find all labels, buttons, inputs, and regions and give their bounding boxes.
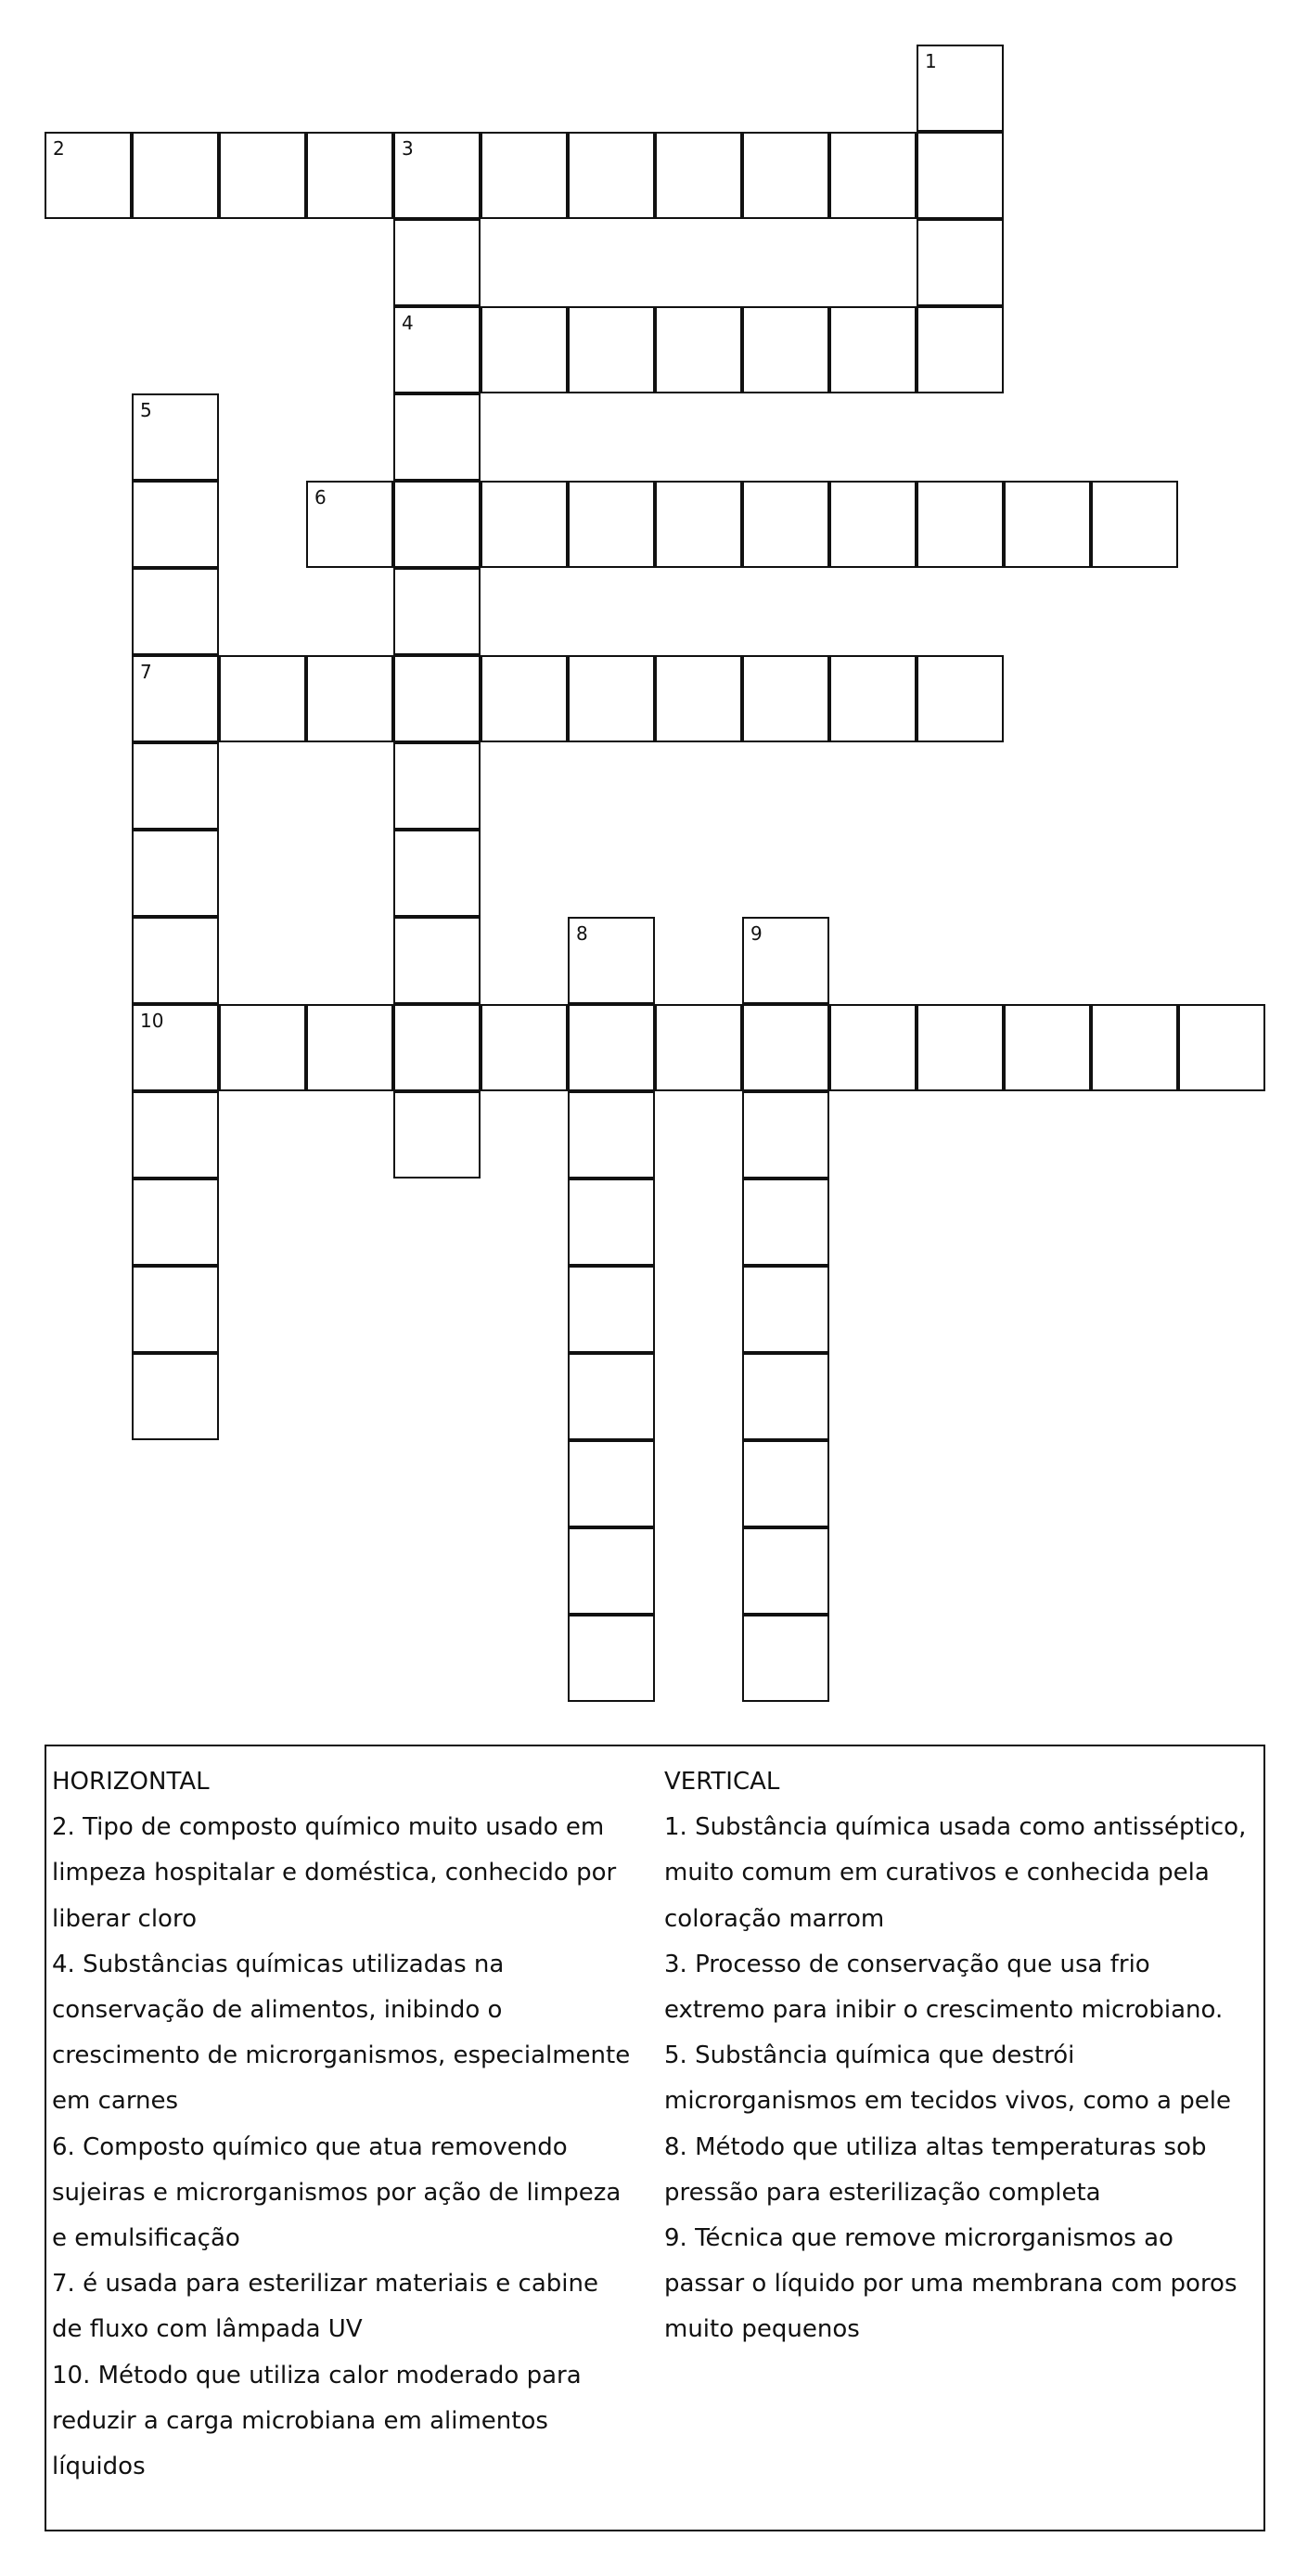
grid-cell[interactable] xyxy=(917,132,1004,219)
grid-cell[interactable] xyxy=(132,830,219,917)
grid-cell[interactable] xyxy=(132,1353,219,1440)
grid-cell[interactable] xyxy=(481,1004,568,1091)
clue-line: sujeiras e microrganismos por ação de limpeza xyxy=(52,2178,622,2207)
grid-cell[interactable] xyxy=(393,481,481,568)
clue-line: 6. Composto químico que atua removendo xyxy=(52,2132,568,2161)
clue-line: reduzir a carga microbiana em alimentos xyxy=(52,2406,548,2435)
grid-cell[interactable] xyxy=(481,481,568,568)
clue-line: muito pequenos xyxy=(664,2315,860,2344)
grid-cell[interactable] xyxy=(132,481,219,568)
grid-cell[interactable] xyxy=(132,132,219,219)
grid-cell[interactable] xyxy=(306,655,393,742)
grid-cell[interactable] xyxy=(568,1091,655,1179)
grid-cell[interactable] xyxy=(393,830,481,917)
grid-cell[interactable] xyxy=(132,655,219,742)
grid-cell[interactable] xyxy=(1091,1004,1178,1091)
grid-cell[interactable] xyxy=(393,132,481,219)
grid-cell[interactable] xyxy=(132,393,219,481)
clue-line: microrganismos em tecidos vivos, como a pele xyxy=(664,2087,1231,2116)
clue-line: conservação de alimentos, inibindo o xyxy=(52,1996,503,2025)
grid-cell[interactable] xyxy=(1178,1004,1265,1091)
clue-number: 1 xyxy=(925,50,937,72)
grid-cell[interactable] xyxy=(655,306,742,393)
clue-number: 2 xyxy=(53,137,65,160)
grid-cell[interactable] xyxy=(568,1615,655,1702)
grid-cell[interactable] xyxy=(306,1004,393,1091)
grid-cell[interactable] xyxy=(917,655,1004,742)
grid-cell[interactable] xyxy=(393,1091,481,1179)
grid-cell[interactable] xyxy=(742,917,829,1004)
grid-cell[interactable] xyxy=(219,655,306,742)
grid-cell[interactable] xyxy=(829,655,917,742)
grid-cell[interactable] xyxy=(1004,481,1091,568)
grid-cell[interactable] xyxy=(568,655,655,742)
grid-cell[interactable] xyxy=(1004,1004,1091,1091)
grid-cell[interactable] xyxy=(655,1004,742,1091)
clue-line: pressão para esterilização completa xyxy=(664,2178,1101,2207)
grid-cell[interactable] xyxy=(132,1004,219,1091)
clues-box xyxy=(45,1745,1265,2531)
grid-cell[interactable] xyxy=(917,1004,1004,1091)
grid-cell[interactable] xyxy=(568,1179,655,1266)
grid-cell[interactable] xyxy=(568,481,655,568)
grid-cell[interactable] xyxy=(742,1615,829,1702)
grid-cell[interactable] xyxy=(742,481,829,568)
grid-cell[interactable] xyxy=(132,1179,219,1266)
grid-cell[interactable] xyxy=(393,917,481,1004)
grid-cell[interactable] xyxy=(481,655,568,742)
grid-cell[interactable] xyxy=(132,1266,219,1353)
grid-cell[interactable] xyxy=(742,1004,829,1091)
grid-cell[interactable] xyxy=(393,393,481,481)
clue-line: e emulsificação xyxy=(52,2224,240,2253)
grid-cell[interactable] xyxy=(481,306,568,393)
grid-cell[interactable] xyxy=(742,1527,829,1615)
clue-number: 3 xyxy=(402,137,414,160)
grid-cell[interactable] xyxy=(829,1004,917,1091)
clue-number: 10 xyxy=(140,1010,164,1032)
vertical-clues xyxy=(664,1759,1258,2353)
grid-cell[interactable] xyxy=(481,132,568,219)
grid-cell[interactable] xyxy=(742,1440,829,1527)
clue-number: 9 xyxy=(750,922,763,945)
grid-cell[interactable] xyxy=(1091,481,1178,568)
grid-cell[interactable] xyxy=(829,132,917,219)
clue-line: 2. Tipo de composto químico muito usado em xyxy=(52,1813,605,1842)
grid-cell[interactable] xyxy=(393,742,481,830)
horizontal-clues xyxy=(52,1759,664,2490)
clue-line: 3. Processo de conservação que usa frio xyxy=(664,1950,1150,1978)
grid-cell[interactable] xyxy=(742,1091,829,1179)
grid-cell[interactable] xyxy=(393,306,481,393)
clue-number: 7 xyxy=(140,661,152,683)
grid-cell[interactable] xyxy=(917,306,1004,393)
grid-cell[interactable] xyxy=(742,655,829,742)
clue-line: em carnes xyxy=(52,2087,179,2116)
grid-cell[interactable] xyxy=(219,132,306,219)
grid-cell[interactable] xyxy=(132,742,219,830)
grid-cell[interactable] xyxy=(742,1179,829,1266)
grid-cell[interactable] xyxy=(568,132,655,219)
clue-line: passar o líquido por uma membrana com poros xyxy=(664,2270,1237,2299)
clue-line: 4. Substâncias químicas utilizadas na xyxy=(52,1950,505,1978)
grid-cell[interactable] xyxy=(742,132,829,219)
clue-line: extremo para inibir o crescimento microbiano. xyxy=(664,1996,1224,2025)
clue-line: liberar cloro xyxy=(52,1904,197,1933)
grid-cell[interactable] xyxy=(655,132,742,219)
clue-line: 1. Substância química usada como antisséptico, xyxy=(664,1813,1247,1842)
horizontal-heading: HORIZONTAL xyxy=(52,1768,210,1796)
clue-line: 9. Técnica que remove microrganismos ao xyxy=(664,2224,1173,2253)
grid-cell[interactable] xyxy=(45,132,132,219)
grid-cell[interactable] xyxy=(393,568,481,655)
clue-number: 8 xyxy=(576,922,588,945)
clue-line: 5. Substância química que destrói xyxy=(664,2041,1075,2070)
grid-cell[interactable] xyxy=(917,481,1004,568)
clue-line: de fluxo com lâmpada UV xyxy=(52,2315,363,2344)
clue-line: 8. Método que utiliza altas temperaturas sob xyxy=(664,2132,1207,2161)
grid-cell[interactable] xyxy=(829,306,917,393)
clue-line: crescimento de microrganismos, especialmente xyxy=(52,2041,631,2070)
clue-number: 6 xyxy=(314,486,327,509)
grid-cell[interactable] xyxy=(306,481,393,568)
grid-cell[interactable] xyxy=(132,917,219,1004)
clue-line: coloração marrom xyxy=(664,1904,885,1933)
grid-cell[interactable] xyxy=(219,1004,306,1091)
grid-cell[interactable] xyxy=(742,306,829,393)
clue-number: 5 xyxy=(140,399,152,421)
grid-cell[interactable] xyxy=(742,1266,829,1353)
vertical-heading: VERTICAL xyxy=(664,1768,780,1796)
grid-cell[interactable] xyxy=(655,481,742,568)
grid-cell[interactable] xyxy=(306,132,393,219)
grid-cell[interactable] xyxy=(132,1091,219,1179)
clue-line: 7. é usada para esterilizar materiais e cabine xyxy=(52,2270,598,2299)
clue-number: 4 xyxy=(402,312,414,334)
grid-cell[interactable] xyxy=(568,306,655,393)
grid-cell[interactable] xyxy=(655,655,742,742)
grid-cell[interactable] xyxy=(393,655,481,742)
grid-cell[interactable] xyxy=(568,1004,655,1091)
grid-cell[interactable] xyxy=(742,1353,829,1440)
clue-line: muito comum em curativos e conhecida pela xyxy=(664,1859,1210,1887)
grid-cell[interactable] xyxy=(568,1527,655,1615)
clue-line: líquidos xyxy=(52,2453,146,2481)
grid-cell[interactable] xyxy=(568,1353,655,1440)
grid-cell[interactable] xyxy=(917,219,1004,306)
grid-cell[interactable] xyxy=(568,1440,655,1527)
grid-cell[interactable] xyxy=(568,917,655,1004)
clue-line: 10. Método que utiliza calor moderado para xyxy=(52,2361,582,2389)
grid-cell[interactable] xyxy=(393,1004,481,1091)
clue-line: limpeza hospitalar e doméstica, conhecido por xyxy=(52,1859,617,1887)
grid-cell[interactable] xyxy=(132,568,219,655)
grid-cell[interactable] xyxy=(568,1266,655,1353)
grid-cell[interactable] xyxy=(393,219,481,306)
grid-cell[interactable] xyxy=(917,45,1004,132)
grid-cell[interactable] xyxy=(829,481,917,568)
